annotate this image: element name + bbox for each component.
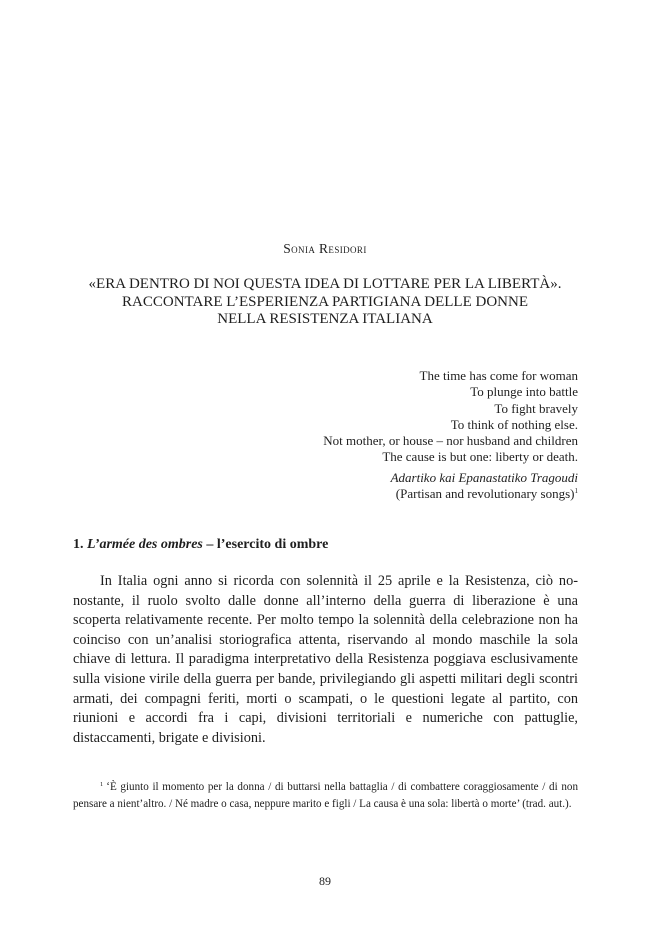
section-title-rest: – l’esercito di ombre [206,537,329,552]
article-title [60,276,590,329]
section-number: 1. [73,537,84,552]
epigraph-source-title: Adartiko kai Epanastatiko Tragoudi [390,469,578,485]
epigraph-line: To think of nothing else. [450,416,578,432]
page-number: 89 [319,874,331,888]
epigraph-line: The time has come for woman [419,368,578,383]
footnote [73,779,578,812]
body-paragraph: In Italia ogni anno si ricorda con solennità il 25 aprile e la Resistenza, ciò nonostante, il ruolo svolto dalle donne all’interno della guerra di liberazione è una scoperta relativamente recente. Per molto tempo la solennità della celebrazione non ha coinciso con un’analisi storiografica attenta, riservando al mondo maschile la sola chiave di lettura. Il paradigma interpretativo della Resistenza poggiava esclusivamente sulla visione virile della guerra per bande, privilegiando gli aspetti militari degli scontri armati, dei compagni feriti, morti o scampati, o le questioni legate al partito, con riunioni e accordi fra i capi, divisioni territoriali e numeriche con pattuglie, distaccamenti, brigate e divisioni. [73,573,578,746]
section-heading [73,537,578,553]
title-line: RACCONTARE L’ESPERIENZA PARTIGIANA DELLE DONNE [122,293,528,310]
footnote-text: ‘È giunto il momento per la donna / di buttarsi nella battaglia / di combattere coraggiosamente / di non pensare a nient’altro. / Né madre o casa, neppure marito e figli / La causa è una sola: libertà o morte’ (trad. aut.). [73,781,578,810]
epigraph-line: The cause is but one: liberty or death. [382,449,578,465]
epigraph-source-subtitle-text: (Partisan and revolutionary songs) [395,486,575,502]
footnote-reference[interactable]: 1 [574,487,578,496]
author-name: Sonia Residori [283,241,367,256]
title-line: NELLA RESISTENZA ITALIANA [217,311,433,327]
epigraph-source [178,470,578,503]
epigraph-line: Not mother, or house – nor husband and children [323,433,578,449]
epigraph [178,368,578,502]
title-line: «ERA DENTRO DI NOI QUESTA IDEA DI LOTTARE PER LA LIBERTÀ». [88,276,562,292]
footnote-number: 1 [100,781,104,788]
epigraph-line: To fight bravely [494,400,578,416]
epigraph-line: To plunge into battle [470,384,578,400]
epigraph-source-subtitle [178,486,578,502]
section-title-italic: L’armée des ombres [87,537,203,552]
